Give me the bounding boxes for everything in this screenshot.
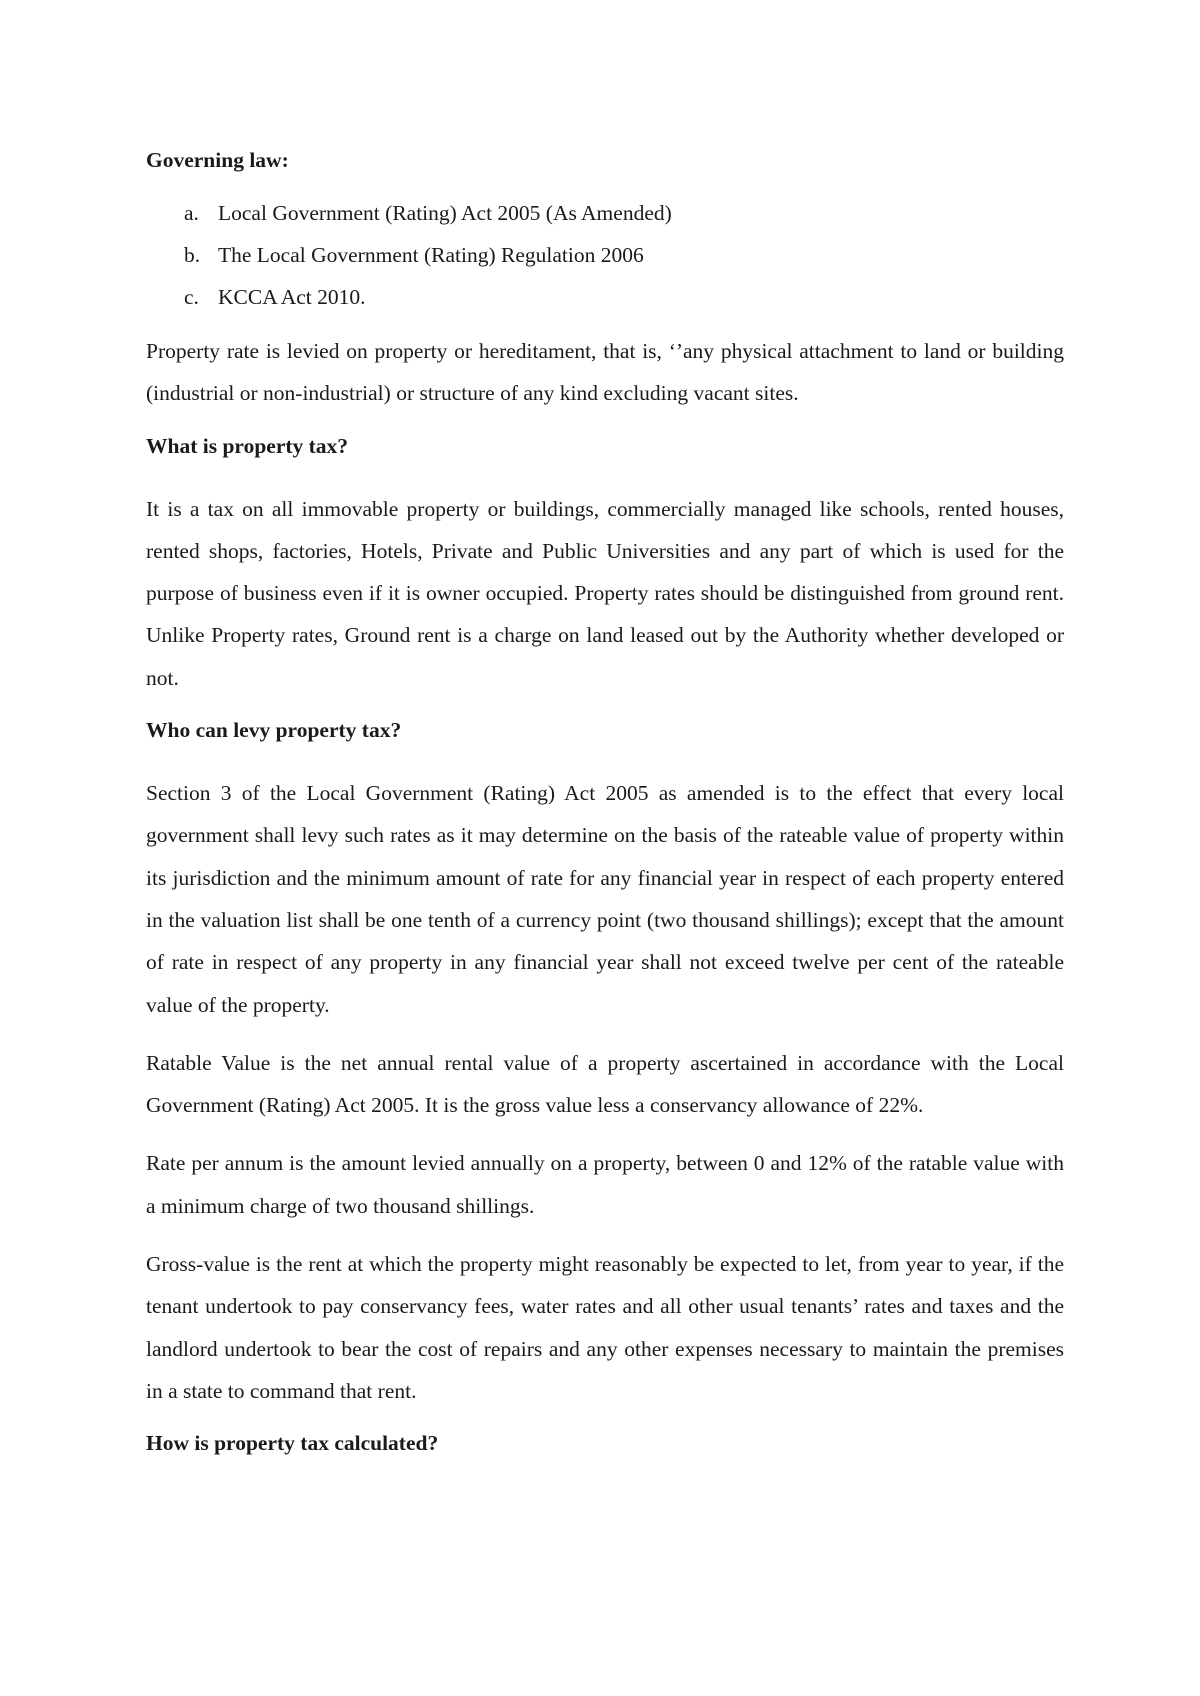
heading-what-is-property-tax: What is property tax? <box>146 433 349 458</box>
list-marker: a. <box>184 201 199 225</box>
list-item <box>146 276 1064 318</box>
list-item-text: Local Government (Rating) Act 2005 (As Amended) <box>218 201 672 225</box>
list-item-text: The Local Government (Rating) Regulation 2006 <box>218 243 644 267</box>
gross-value-paragraph: Gross-value is the rent at which the property might reasonably be expected to let, from year to year, if the tenant undertook to pay conservancy fees, water rates and all other usual tenants’ rates and taxes and the landlord undertook to bear the cost of repairs and any other expenses necessary to maintain the premises in a state to command that rent. <box>146 1252 1064 1403</box>
list-marker: b. <box>184 243 201 267</box>
heading-who-can-levy: Who can levy property tax? <box>146 718 402 743</box>
list-marker: c. <box>184 285 199 309</box>
list-item-text: KCCA Act 2010. <box>218 285 366 309</box>
ratable-value-paragraph: Ratable Value is the net annual rental value of a property ascertained in accordance with the Local Government (Rating) Act 2005. It is the gross value less a conservancy allowance of 22%. <box>146 1050 1064 1118</box>
heading-how-calculated: How is property tax calculated? <box>146 1431 439 1456</box>
rate-per-annum-paragraph: Rate per annum is the amount levied annually on a property, between 0 and 12% of the ratable value with a minimum charge of two thousand shillings. <box>146 1151 1064 1218</box>
document-body <box>146 145 1064 1458</box>
list-item <box>146 234 1064 276</box>
list-item <box>146 192 1064 234</box>
heading-governing-law: Governing law: <box>146 148 289 172</box>
intro-paragraph: Property rate is levied on property or hereditament, that is, ‘’any physical attachment to land or building (industrial or non-industrial) or structure of any kind excluding vacant sites. <box>146 339 1064 406</box>
what-is-property-tax-paragraph: It is a tax on all immovable property or buildings, commercially managed like schools, rented houses, rented shops, factories, Hotels, Private and Public Universities and any part of which is used for the purpose of business even if it is owner occupied. Property rates should be distinguished from ground rent. Unlike Property rates, Ground rent is a charge on land leased out by the Authority whether developed or not. <box>146 496 1064 690</box>
governing-law-list <box>146 192 1064 318</box>
section-3-paragraph: Section 3 of the Local Government (Rating) Act 2005 as amended is to the effect that every local government shall levy such rates as it may determine on the basis of the rateable value of property within its jurisdiction and the minimum amount of rate for any financial year in respect of each property entered in the valuation list shall be one tenth of a currency point (two thousand shillings); except that the amount of rate in respect of any property in any financial year shall not exceed twelve per cent of the rateable value of the property. <box>146 781 1064 1017</box>
